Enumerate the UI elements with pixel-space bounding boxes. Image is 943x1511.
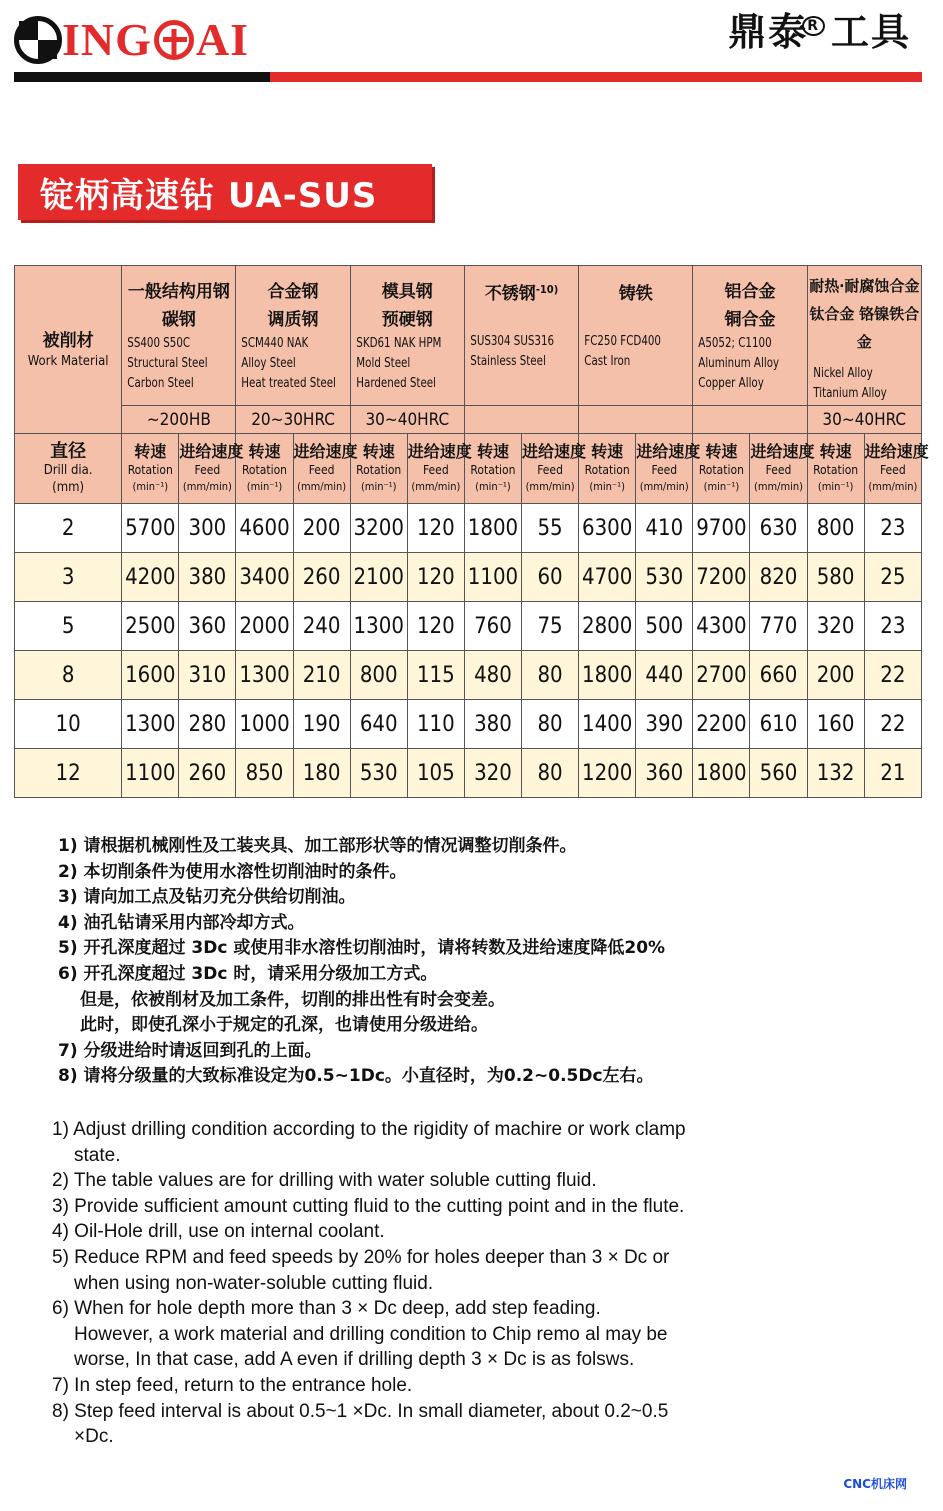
- rotation-cell: 1800: [693, 749, 750, 798]
- header-rule-black: [14, 72, 270, 82]
- feed-cell: 500: [636, 602, 693, 651]
- note-line: 3) 请向加工点及钻刃充分供给切削油。: [58, 887, 356, 908]
- drill-dia-cell: 8: [15, 651, 122, 700]
- feed-cell: 80: [522, 651, 579, 700]
- feed-header: 进给速度 Feed (mm/min): [636, 434, 693, 504]
- drill-dia-cell: 10: [15, 700, 122, 749]
- hardness-cell: [464, 406, 578, 434]
- note-line: when using non-water-soluble cutting fluid.: [74, 1272, 434, 1294]
- drill-dia-cell: 12: [15, 749, 122, 798]
- feed-header: 进给速度 Feed (mm/min): [864, 434, 921, 504]
- rotation-cell: 530: [350, 749, 407, 798]
- feed-cell: 120: [407, 553, 464, 602]
- feed-cell: 260: [293, 553, 350, 602]
- rotation-cell: 4300: [693, 602, 750, 651]
- note-line: ×Dc.: [74, 1426, 114, 1448]
- feed-cell: 240: [293, 602, 350, 651]
- table-row: [15, 602, 922, 651]
- feed-header: 进给速度 Feed (mm/min): [293, 434, 350, 504]
- rotation-cell: 2200: [693, 700, 750, 749]
- table-row: [15, 749, 922, 798]
- notes-cn: [58, 834, 918, 1090]
- rotation-cell: 480: [464, 651, 521, 700]
- rotation-cell: 1300: [122, 700, 179, 749]
- note-line: 8) 请将分级量的大致标准设定为0.5~1Dc。小直径时，为0.2~0.5Dc左右。: [58, 1066, 654, 1087]
- note-line: 6) 开孔深度超过 3Dc 时，请采用分级加工方式。: [58, 963, 438, 984]
- material-header: 耐热·耐腐蚀合金 钛合金 铬镍铁合金 Nickel Alloy Titanium Alloy: [807, 266, 921, 406]
- logo-cn-text: 鼎泰$^R$ 工具: [728, 9, 911, 54]
- hardness-cell: [579, 406, 693, 434]
- feed-cell: 80: [522, 749, 579, 798]
- rotation-cell: 6300: [579, 504, 636, 553]
- rotation-header: 转速 Rotation (min⁻¹): [122, 434, 179, 504]
- drill-dia-cell: 3: [15, 553, 122, 602]
- material-header: 不锈钢$^{-10)}$ SUS304 SUS316 Stainless Steel: [464, 266, 578, 406]
- rotation-cell: 580: [807, 553, 864, 602]
- table-row: [15, 504, 922, 553]
- feed-cell: 22: [864, 651, 921, 700]
- rotation-cell: 850: [236, 749, 293, 798]
- material-header: 铝合金 铜合金 A5052; C1100 Aluminum Alloy Copper Alloy: [693, 266, 807, 406]
- rotation-header: 转速 Rotation (min⁻¹): [693, 434, 750, 504]
- note-line: 1) Adjust drilling condition according to the rigidity of machire or work clamp: [52, 1119, 686, 1140]
- feed-cell: 380: [179, 553, 236, 602]
- table-row: [15, 700, 922, 749]
- feed-cell: 280: [179, 700, 236, 749]
- rotation-cell: 4200: [122, 553, 179, 602]
- feed-cell: 23: [864, 602, 921, 651]
- feed-cell: 660: [750, 651, 807, 700]
- cutting-conditions-table: [14, 265, 929, 798]
- note-line: 7) In step feed, return to the entrance hole.: [52, 1374, 413, 1396]
- logo-emblem-icon: [14, 16, 62, 64]
- feed-cell: 310: [179, 651, 236, 700]
- feed-cell: 55: [522, 504, 579, 553]
- hardness-cell: 30~40HRC: [807, 406, 921, 434]
- material-header: 模具钢 预硬钢 SKD61 NAK HPM Mold Steel Hardened Steel: [350, 266, 464, 406]
- note-line: 2) The table values are for drilling with water soluble cutting fluid.: [52, 1170, 597, 1192]
- feed-cell: 440: [636, 651, 693, 700]
- rotation-cell: 9700: [693, 504, 750, 553]
- feed-cell: 390: [636, 700, 693, 749]
- rotation-cell: 132: [807, 749, 864, 798]
- note-line: 5) Reduce RPM and feed speeds by 20% for holes deeper than 3 × Dc or: [52, 1246, 670, 1268]
- rotation-cell: 2700: [693, 651, 750, 700]
- rotation-cell: 200: [807, 651, 864, 700]
- feed-cell: 190: [293, 700, 350, 749]
- rotation-cell: 2500: [122, 602, 179, 651]
- rotation-cell: 2000: [236, 602, 293, 651]
- rotation-cell: 1800: [579, 651, 636, 700]
- rotation-cell: 640: [350, 700, 407, 749]
- feed-cell: 530: [636, 553, 693, 602]
- rotation-header: 转速 Rotation (min⁻¹): [464, 434, 521, 504]
- note-line: 3) Provide sufficient amount cutting fluid to the cutting point and in the flute.: [52, 1195, 685, 1217]
- note-line: 6) When for hole depth more than 3 × Dc deep, add step feading.: [52, 1298, 601, 1320]
- logo-wordmark: [62, 16, 249, 64]
- note-line: 1) 请根据机械刚性及工装夹具、加工部形状等的情况调整切削条件。: [58, 836, 577, 856]
- feed-cell: 23: [864, 504, 921, 553]
- rotation-cell: 1100: [122, 749, 179, 798]
- note-line: worse, In that case, add A even if drilling depth 3 × Dc is as folsws.: [74, 1349, 635, 1371]
- feed-cell: 120: [407, 602, 464, 651]
- rotation-cell: 4700: [579, 553, 636, 602]
- rotation-cell: 1600: [122, 651, 179, 700]
- logo-text-right: AI: [195, 14, 250, 65]
- rotation-header: 转速 Rotation (min⁻¹): [807, 434, 864, 504]
- rotation-cell: 2800: [579, 602, 636, 651]
- notes-en: [52, 1117, 912, 1450]
- feed-cell: 360: [636, 749, 693, 798]
- rotation-cell: 5700: [122, 504, 179, 553]
- feed-cell: 770: [750, 602, 807, 651]
- drill-dia-cell: 2: [15, 504, 122, 553]
- registered-mark: R: [802, 16, 825, 36]
- feed-cell: 115: [407, 651, 464, 700]
- note-line: state.: [74, 1144, 121, 1166]
- feed-cell: 410: [636, 504, 693, 553]
- logo-text-left: ING: [62, 14, 152, 65]
- rotation-cell: 7200: [693, 553, 750, 602]
- drill-dia-header: 直径 Drill dia. (mm): [15, 434, 122, 504]
- feed-cell: 75: [522, 602, 579, 651]
- feed-cell: 200: [293, 504, 350, 553]
- feed-cell: 110: [407, 700, 464, 749]
- rotation-cell: 4600: [236, 504, 293, 553]
- note-line: 8) Step feed interval is about 0.5~1 ×Dc. In small diameter, about 0.2~0.5: [52, 1400, 669, 1422]
- feed-cell: 105: [407, 749, 464, 798]
- feed-cell: 360: [179, 602, 236, 651]
- hardness-cell: [693, 406, 807, 434]
- feed-cell: 610: [750, 700, 807, 749]
- feed-header: 进给速度 Feed (mm/min): [522, 434, 579, 504]
- rotation-cell: 1000: [236, 700, 293, 749]
- feed-cell: 25: [864, 553, 921, 602]
- drill-dia-cell: 5: [15, 602, 122, 651]
- rotation-cell: 1300: [350, 602, 407, 651]
- feed-cell: 60: [522, 553, 579, 602]
- note-line: However, a work material and drilling condition to Chip remo al may be: [74, 1323, 668, 1345]
- rotation-cell: 800: [350, 651, 407, 700]
- hardness-cell: 30~40HRC: [350, 406, 464, 434]
- watermark: CNC机床网: [843, 1477, 907, 1491]
- rotation-cell: 320: [464, 749, 521, 798]
- rotation-cell: 3200: [350, 504, 407, 553]
- brand-logo: [14, 14, 249, 66]
- rotation-cell: 1100: [464, 553, 521, 602]
- note-line: 4) Oil-Hole drill, use on internal coolant.: [52, 1221, 385, 1243]
- feed-cell: 820: [750, 553, 807, 602]
- logo-t-emblem-icon: [154, 20, 194, 60]
- rotation-cell: 800: [807, 504, 864, 553]
- material-header: 合金钢 调质钢 SCM440 NAK Alloy Steel Heat treated Steel: [236, 266, 350, 406]
- feed-cell: 180: [293, 749, 350, 798]
- rotation-cell: 380: [464, 700, 521, 749]
- rotation-cell: 160: [807, 700, 864, 749]
- rotation-header: 转速 Rotation (min⁻¹): [350, 434, 407, 504]
- table-row: [15, 651, 922, 700]
- table-row: [15, 553, 922, 602]
- hardness-cell: ~200HB: [122, 406, 236, 434]
- note-line: 此时，即使孔深小于规定的孔深，也请使用分级进给。: [80, 1015, 488, 1036]
- feed-header: 进给速度 Feed (mm/min): [179, 434, 236, 504]
- logo-en-text: DING TAI TOOLS: [796, 54, 935, 70]
- work-material-header: 被削材 Work Material: [15, 266, 122, 434]
- brand-logo-cn: [728, 10, 911, 54]
- note-line: 7) 分级进给时请返回到孔的上面。: [58, 1040, 322, 1061]
- feed-cell: 120: [407, 504, 464, 553]
- feed-cell: 210: [293, 651, 350, 700]
- section-title-box: [18, 164, 432, 220]
- rotation-cell: 760: [464, 602, 521, 651]
- page-title: 锭柄高速钻 UA-SUS: [40, 175, 378, 216]
- rotation-cell: 1400: [579, 700, 636, 749]
- note-line: 4) 油孔钻请采用内部冷却方式。: [58, 912, 305, 933]
- feed-cell: 630: [750, 504, 807, 553]
- hardness-cell: 20~30HRC: [236, 406, 350, 434]
- rotation-cell: 3400: [236, 553, 293, 602]
- note-line: 5) 开孔深度超过 3Dc 或使用非水溶性切削油时，请将转数及进给速度降低20%: [58, 938, 666, 959]
- rotation-cell: 1200: [579, 749, 636, 798]
- feed-cell: 80: [522, 700, 579, 749]
- feed-header: 进给速度 Feed (mm/min): [750, 434, 807, 504]
- rotation-cell: 1300: [236, 651, 293, 700]
- rotation-header: 转速 Rotation (min⁻¹): [236, 434, 293, 504]
- note-line: 2) 本切削条件为使用水溶性切削油时的条件。: [58, 861, 407, 882]
- material-header: 铸铁 FC250 FCD400 Cast Iron: [579, 266, 693, 406]
- rotation-cell: 1800: [464, 504, 521, 553]
- rotation-cell: 2100: [350, 553, 407, 602]
- feed-cell: 22: [864, 700, 921, 749]
- note-line: 但是，依被削材及加工条件，切削的排出性有时会变差。: [80, 989, 505, 1010]
- feed-cell: 21: [864, 749, 921, 798]
- feed-cell: 300: [179, 504, 236, 553]
- rotation-cell: 320: [807, 602, 864, 651]
- feed-header: 进给速度 Feed (mm/min): [407, 434, 464, 504]
- rotation-header: 转速 Rotation (min⁻¹): [579, 434, 636, 504]
- feed-cell: 560: [750, 749, 807, 798]
- feed-cell: 260: [179, 749, 236, 798]
- material-header: 一般结构用钢 碳钢 SS400 S50C Structural Steel Carbon Steel: [122, 266, 236, 406]
- header-rule-red: [270, 72, 922, 82]
